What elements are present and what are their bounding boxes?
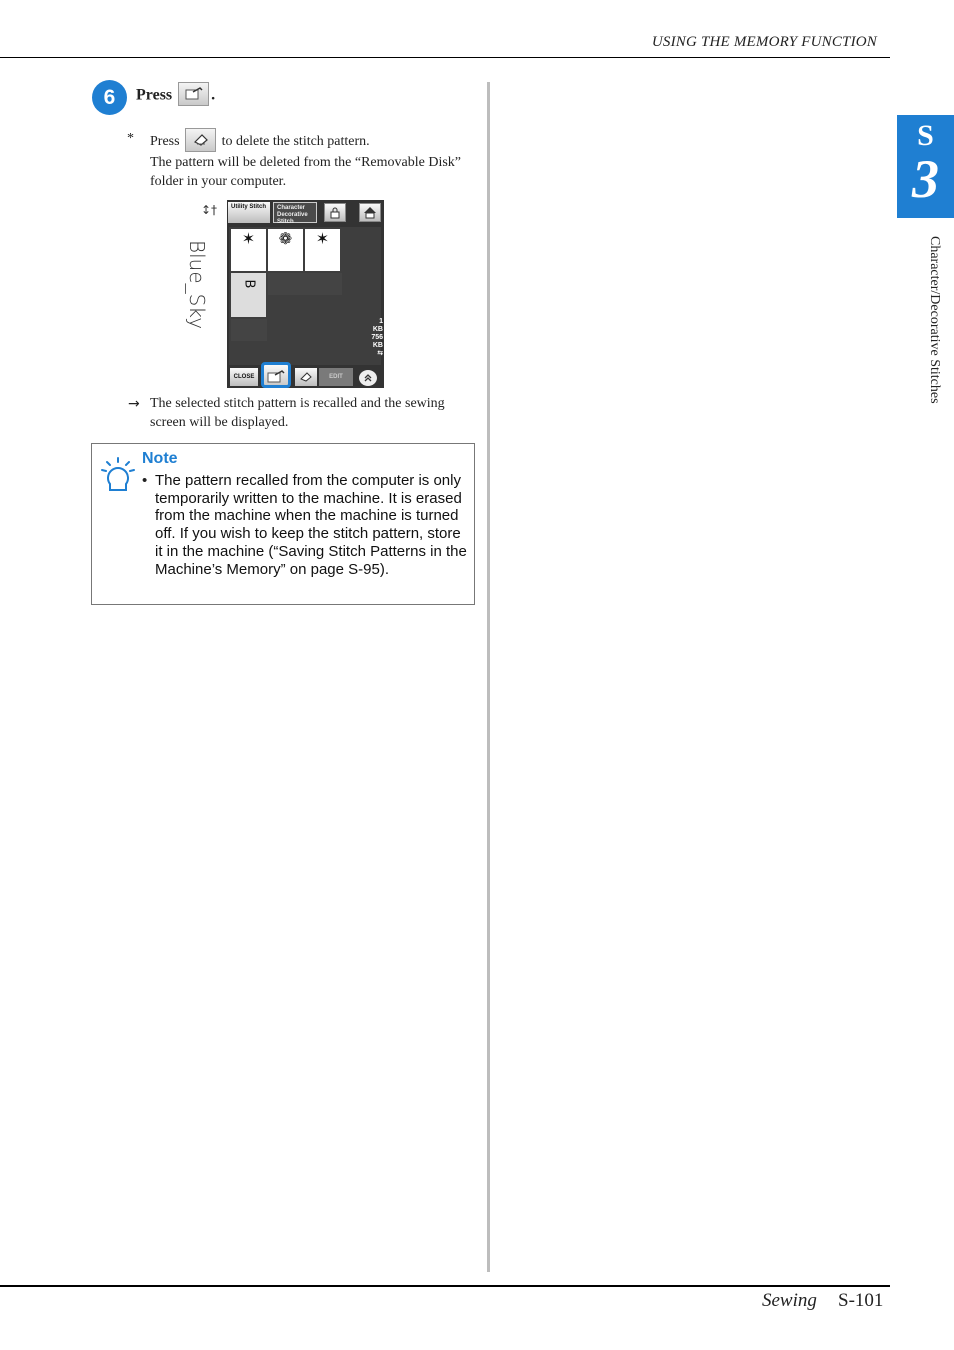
memory-free: 756 xyxy=(371,334,383,341)
tab-character-decorative-stitch[interactable]: Character Decorative Stitch xyxy=(273,202,317,223)
note-heading: Note xyxy=(142,450,178,467)
pattern-cell[interactable]: ✶ xyxy=(231,229,266,271)
memory-readout xyxy=(357,318,383,358)
recall-button[interactable] xyxy=(261,362,291,388)
pattern-preview-strip xyxy=(181,200,227,388)
note-text: The pattern recalled from the computer is only temporarily written to the machine. It is erased from the machine when the machine is turned off. If you wish to keep the stitch pattern, store it in the machine (“Saving Stitch Patterns in the Machine’s Memory” on page S-95). xyxy=(155,472,467,578)
note-bullet: • xyxy=(142,472,148,489)
delete-note-text-before: Press xyxy=(150,134,180,150)
scroll-up-button[interactable] xyxy=(359,370,377,386)
result-arrow-icon: → xyxy=(128,396,140,412)
eraser-delete-icon xyxy=(185,128,216,152)
pattern-cell[interactable]: ❁ xyxy=(268,229,303,271)
memory-free-unit: KB xyxy=(372,342,383,349)
memory-used: 1 xyxy=(379,318,383,325)
header-rule xyxy=(0,57,890,58)
delete-note xyxy=(150,130,470,191)
step-label: Press xyxy=(136,86,173,104)
running-header: USING THE MEMORY FUNCTION xyxy=(651,34,877,50)
empty-cell xyxy=(268,273,342,295)
recall-pocket-icon xyxy=(178,82,209,106)
note-asterisk: * xyxy=(127,131,134,146)
pattern-cell[interactable]: ✶ xyxy=(305,229,340,271)
chapter-tab-number: 3 xyxy=(912,149,939,209)
footer-section: Sewing xyxy=(762,1290,817,1311)
home-icon[interactable] xyxy=(359,203,381,222)
delete-note-text-after: to delete the stitch pattern. xyxy=(221,134,370,150)
usb-icon: ⮀ xyxy=(377,350,383,357)
chapter-side-label: Character/Decorative Stitches xyxy=(927,236,942,404)
machine-screen xyxy=(181,200,384,388)
close-button[interactable]: CLOSE xyxy=(230,368,258,386)
delete-note-line2: The pattern will be deleted from the “Removable Disk” folder in your computer. xyxy=(150,155,462,189)
result-text: The selected stitch pattern is recalled and the sewing screen will be displayed. xyxy=(150,396,445,430)
pattern-cell-selected[interactable] xyxy=(231,273,266,317)
chapter-tab-letter: S xyxy=(917,119,934,152)
pattern-cell-letter: B xyxy=(241,279,257,289)
pattern-name: Blue_Sky xyxy=(185,240,209,330)
tab-utility-stitch[interactable]: Utility Stitch xyxy=(228,202,270,223)
delete-button[interactable] xyxy=(295,368,317,386)
needle-icon: ↕† xyxy=(201,203,218,217)
lightbulb-icon xyxy=(101,456,135,498)
empty-cell xyxy=(231,319,267,341)
page-number: S-101 xyxy=(838,1290,884,1311)
edit-button[interactable]: EDIT xyxy=(319,368,353,386)
column-divider xyxy=(487,82,490,1272)
memory-used-unit: KB xyxy=(372,326,383,333)
step-number-badge: 6 xyxy=(92,80,127,115)
chapter-tab xyxy=(897,115,954,218)
step-instruction xyxy=(136,84,215,108)
footer-rule xyxy=(0,1285,890,1287)
step-end: . xyxy=(211,86,216,104)
lock-icon[interactable] xyxy=(324,203,346,222)
